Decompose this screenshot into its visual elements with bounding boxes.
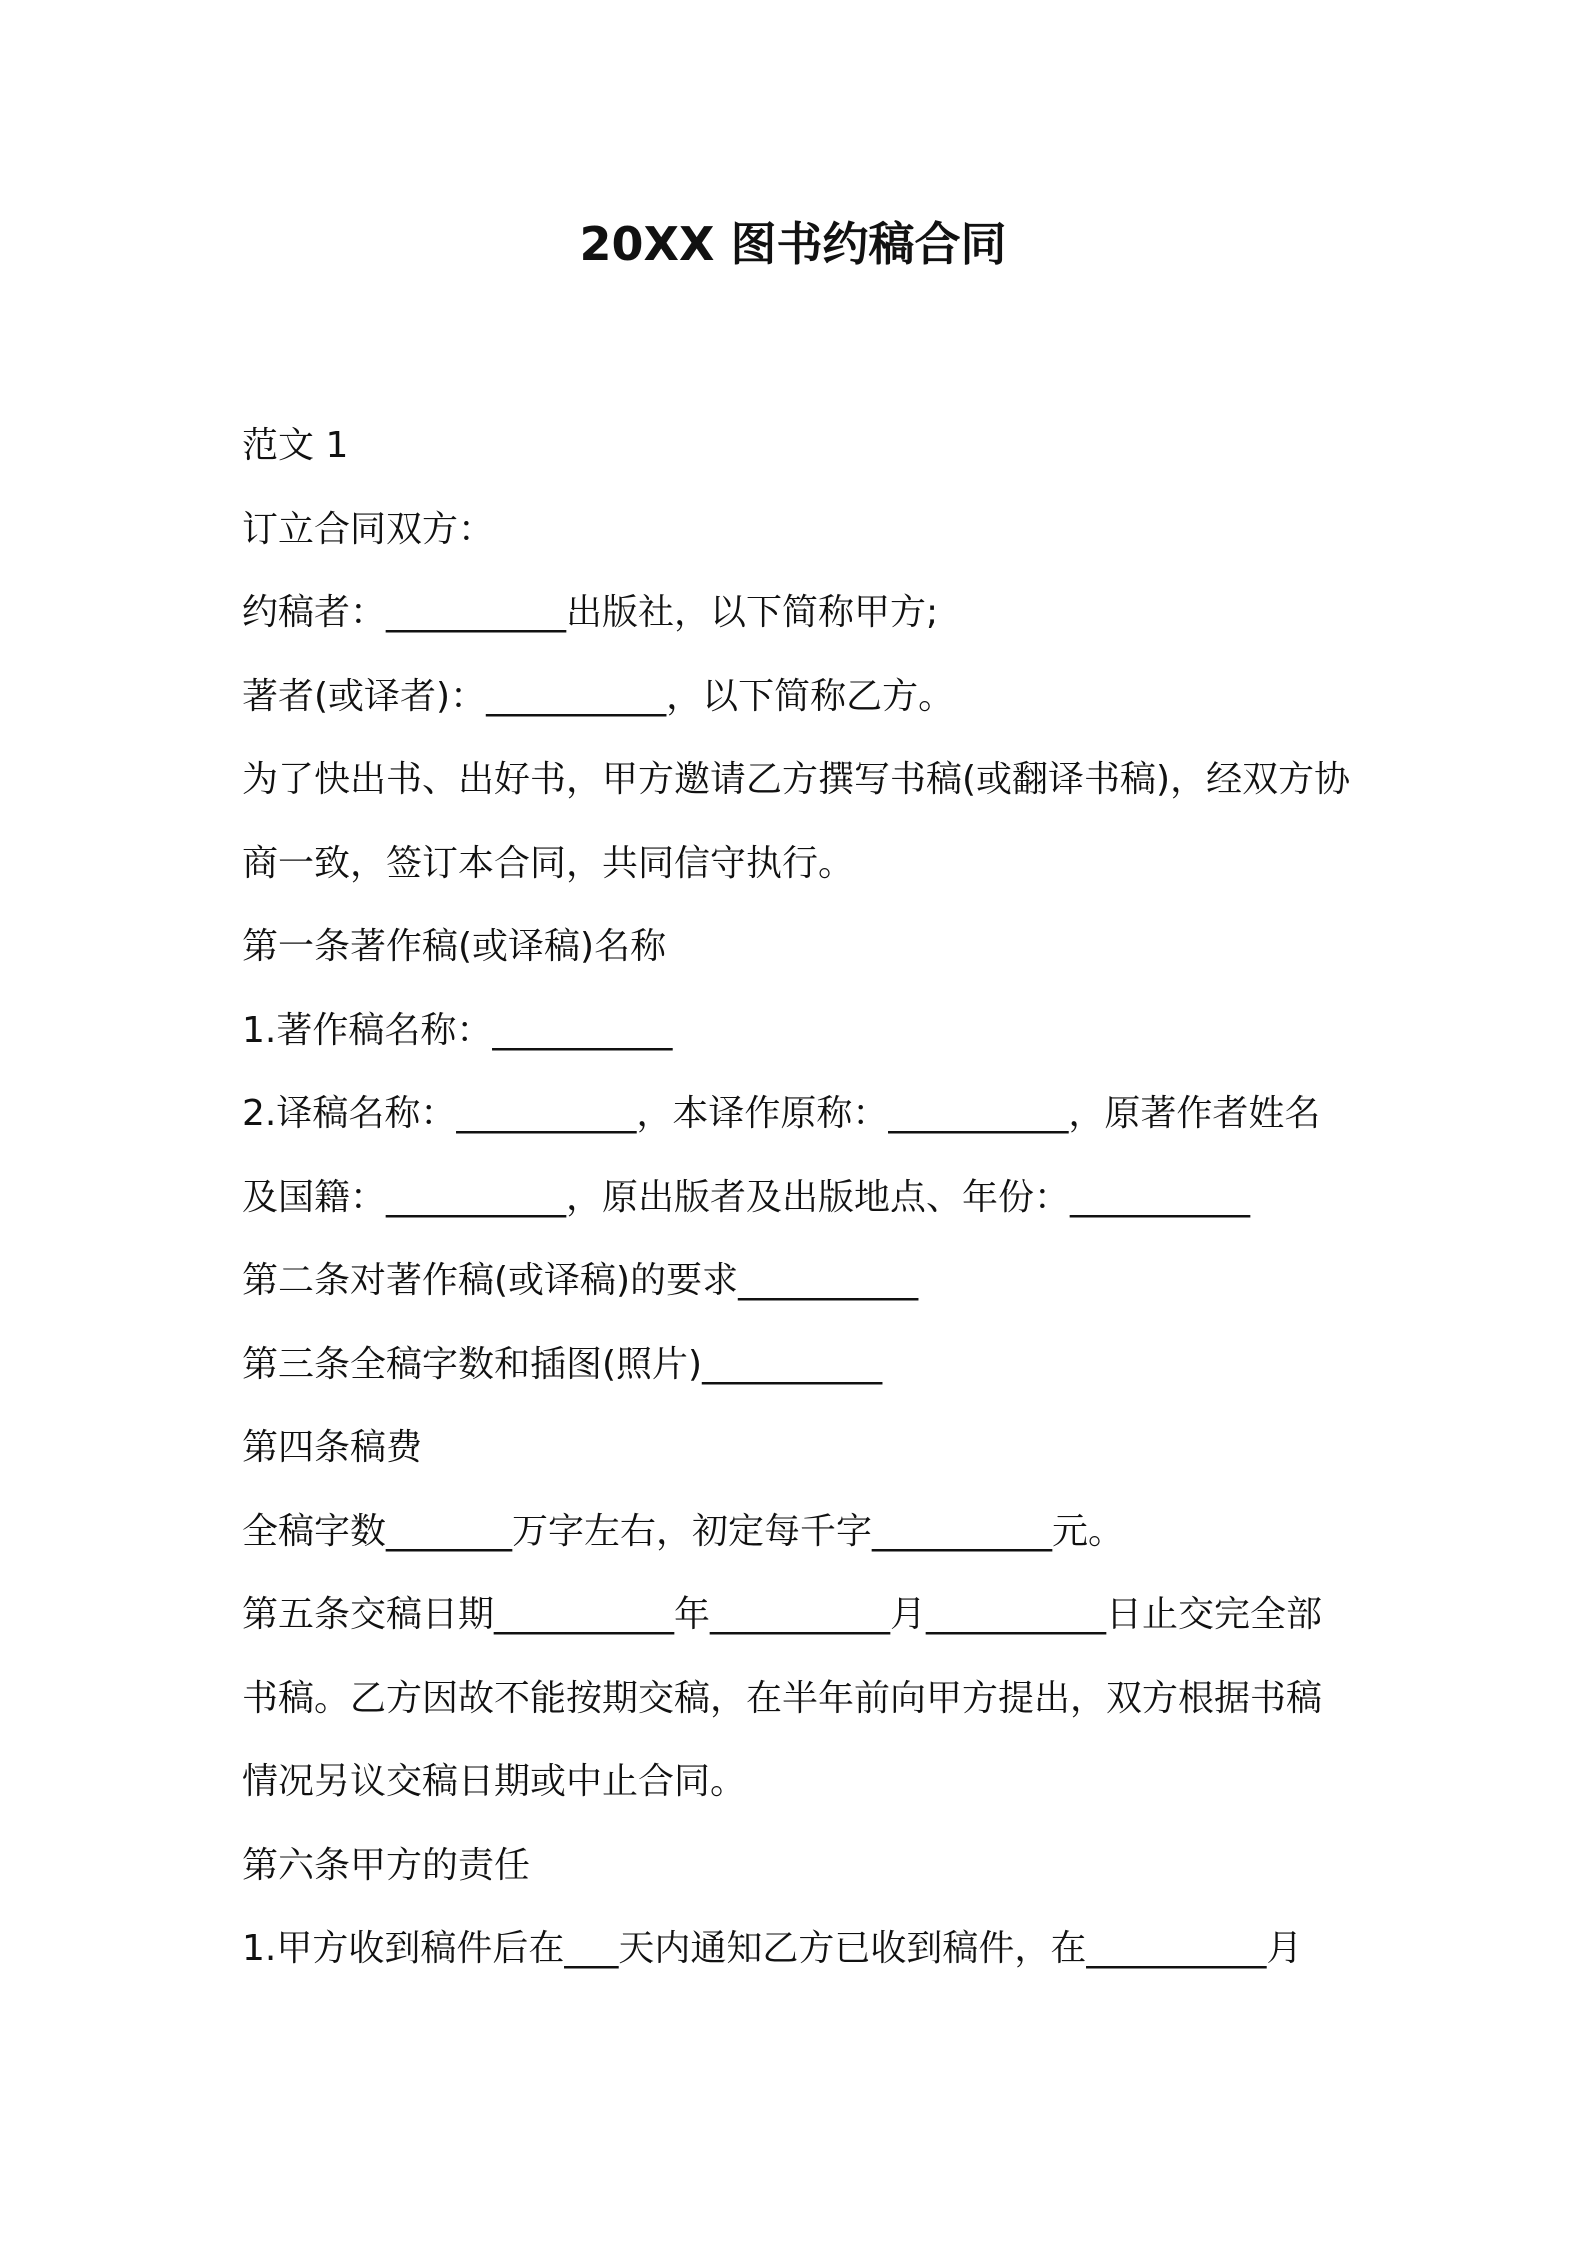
paragraph-party-a: 约稿者：__________出版社，以下简称甲方; [242,592,939,633]
article-3: 第三条全稿字数和插图(照片)__________ [242,1343,883,1385]
article-4-heading: 第四条稿费 [242,1427,423,1468]
article-6-item-1: 1.甲方收到稿件后在___天内通知乙方已收到稿件，在__________月 [242,1928,1303,1969]
paragraph-parties-heading: 订立合同双方： [242,508,495,550]
document-body [242,404,1354,1991]
article-2: 第二条对著作稿(或译稿)的要求__________ [242,1260,919,1301]
paragraph-party-b: 著者(或译者)：__________，以下简称乙方。 [242,675,955,717]
article-6-heading: 第六条甲方的责任 [242,1844,531,1886]
document-title: 20XX 图书约稿合同 [579,217,1007,271]
article-1-item-1: 1.著作稿名称：__________ [242,1009,673,1051]
paragraph-sample-label: 范文 1 [242,425,349,466]
article-1-heading: 第一条著作稿(或译稿)名称 [242,926,667,967]
paragraph-purpose: 为了快出书、出好书，甲方邀请乙方撰写书稿(或翻译书稿)，经双方协商一致，签订本合同，共同信守执行。 [242,759,1351,884]
article-5: 第五条交稿日期__________年__________月__________日止交完全部书稿。乙方因故不能按期交稿，在半年前向甲方提出，双方根据书稿情况另议交稿日期或中止合同。 [242,1594,1323,1802]
article-1-item-2: 2.译稿名称：__________，本译作原称：__________，原著作者姓名及国籍：__________，原出版者及出版地点、年份：__________ [242,1093,1321,1218]
article-4-body: 全稿字数_______万字左右，初定每千字__________元。 [242,1510,1125,1552]
